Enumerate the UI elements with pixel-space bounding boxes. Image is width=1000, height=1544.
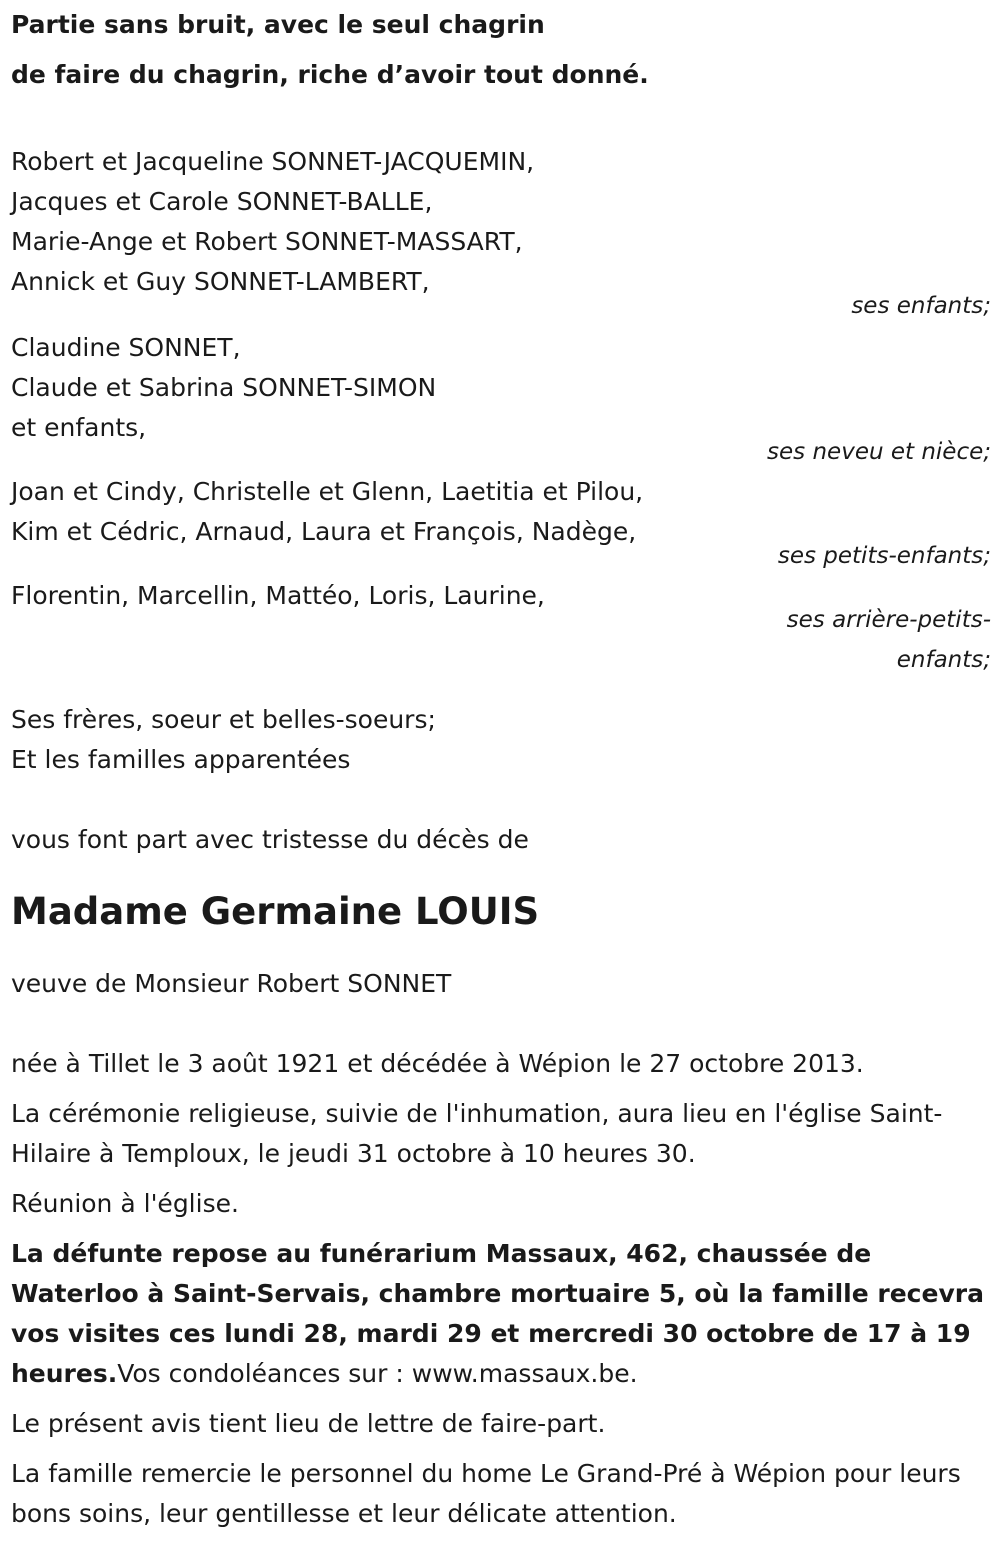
family-name-line: Claude et Sabrina SONNET-SIMON	[11, 373, 437, 402]
widow-of: veuve de Monsieur Robert SONNET	[11, 969, 452, 998]
family-name-line: Robert et Jacqueline SONNET-JACQUEMIN,	[11, 147, 535, 176]
relation-label: ses arrière-petits-	[786, 607, 991, 633]
deceased-name: Madame Germaine LOUIS	[11, 890, 540, 933]
family-name-line: Claudine SONNET,	[11, 333, 241, 362]
relation-label: ses enfants;	[851, 293, 991, 319]
family-name-line: Annick et Guy SONNET-LAMBERT,	[11, 267, 430, 296]
funeral-home-paragraph	[11, 1234, 991, 1394]
relation-label: enfants;	[896, 647, 991, 673]
family-group-great-grandchildren	[11, 576, 991, 680]
family-list	[11, 142, 991, 780]
announcement: vous font part avec tristesse du décès de	[11, 825, 529, 854]
funeral-home-info: La défunte repose au funérarium Massaux, 462, chaussée de Waterloo à Saint-Servais, chambre mortuaire 5, où la famille recevra vos visites ces lundi 28, mardi 29 et mercredi 30 octobre de 17 à 19 heures.	[11, 1239, 984, 1388]
family-name-line: Kim et Cédric, Arnaud, Laura et François, Nadège,	[11, 517, 637, 546]
epigraph	[11, 0, 991, 100]
family-group-children	[11, 142, 991, 326]
thanks-info: La famille remercie le personnel du home Le Grand-Pré à Wépion pour leurs bons soins, leur gentillesse et leur délicate attention.	[11, 1459, 961, 1528]
family-name-line: Marie-Ange et Robert SONNET-MASSART,	[11, 227, 523, 256]
ceremony-info: La cérémonie religieuse, suivie de l'inhumation, aura lieu en l'église Saint-Hilaire à Temploux, le jeudi 31 octobre à 10 heures 30.	[11, 1099, 943, 1168]
reunion-info: Réunion à l'église.	[11, 1189, 239, 1218]
condolences-info: Vos condoléances sur : www.massaux.be.	[117, 1359, 638, 1388]
family-group-nephew-niece	[11, 328, 991, 472]
family-name-line: Jacques et Carole SONNET-BALLE,	[11, 187, 433, 216]
family-name-line: Florentin, Marcellin, Mattéo, Loris, Laurine,	[11, 581, 545, 610]
family-name-line: Joan et Cindy, Christelle et Glenn, Laetitia et Pilou,	[11, 477, 644, 506]
epigraph-line: de faire du chagrin, riche d’avoir tout donné.	[11, 60, 649, 89]
relation-label: ses petits-enfants;	[777, 543, 991, 569]
family-name-line: Et les familles apparentées	[11, 745, 351, 774]
family-name-line: et enfants,	[11, 413, 147, 442]
relation-label: ses neveu et nièce;	[767, 439, 991, 465]
family-group-others	[11, 700, 991, 780]
family-group-grandchildren	[11, 472, 991, 576]
birth-death-dates: née à Tillet le 3 août 1921 et décédée à Wépion le 27 octobre 2013.	[11, 1049, 864, 1078]
notice-info: Le présent avis tient lieu de lettre de faire-part.	[11, 1409, 606, 1438]
obituary-notice	[11, 0, 991, 1544]
epigraph-line: Partie sans bruit, avec le seul chagrin	[11, 10, 545, 39]
family-name-line: Ses frères, soeur et belles-soeurs;	[11, 705, 436, 734]
